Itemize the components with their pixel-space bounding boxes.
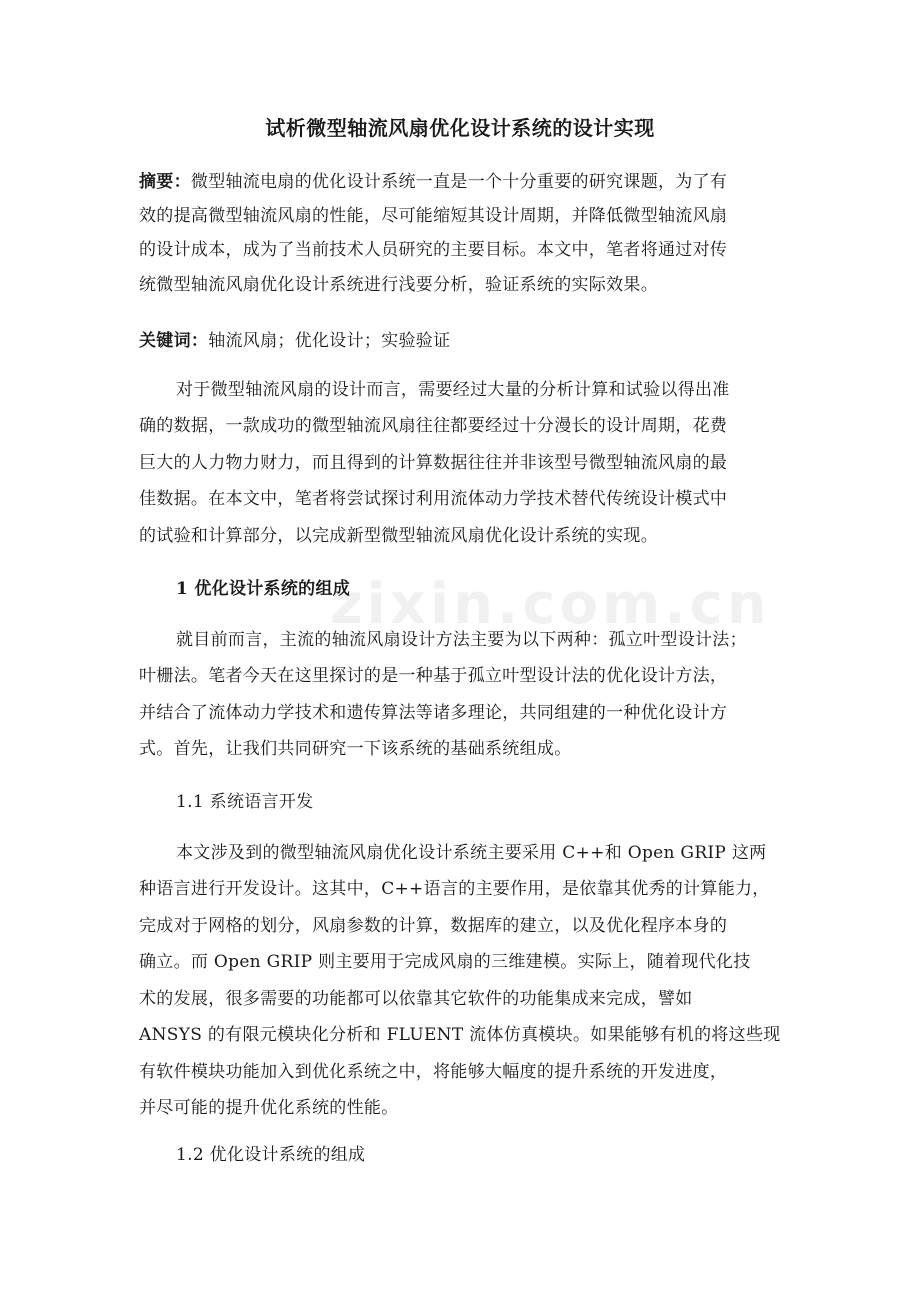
body-line: 叶栅法。笔者今天在这里探讨的是一种基于孤立叶型设计法的优化设计方法， [139, 666, 728, 686]
body-line: 本文涉及到的微型轴流风扇优化设计系统主要采用 C++和 Open GRIP 这两 [176, 843, 767, 863]
body-line: 确的数据，一款成功的微型轴流风扇往往都要经过十分漫长的设计周期，花费 [139, 416, 728, 436]
body-line: 对于微型轴流风扇的设计而言，需要经过大量的分析计算和试验以得出准 [176, 380, 730, 400]
subsection-heading: 1.2 优化设计系统的组成 [176, 1145, 366, 1165]
subsection-heading: 1.1 系统语言开发 [176, 792, 314, 812]
abstract-line [139, 167, 727, 197]
body-line: 巨大的人力物力财力，而且得到的计算数据往往并非该型号微型轴流风扇的最 [139, 453, 728, 473]
body-line: 佳数据。在本文中，笔者将尝试探讨利用流体动力学技术替代传统设计模式中 [139, 489, 728, 509]
section-heading: 1 优化设计系统的组成 [176, 579, 351, 599]
abstract-label: 摘要： [139, 172, 191, 192]
body-line: 确立。而 Open GRIP 则主要用于完成风扇的三维建模。实际上，随着现代化技 [139, 952, 751, 972]
body-line: 完成对于网格的划分，风扇参数的计算，数据库的建立，以及优化程序本身的 [139, 916, 728, 936]
abstract-text: 微型轴流电扇的优化设计系统一直是一个十分重要的研究课题，为了有 [190, 172, 728, 192]
body-line: 有软件模块功能加入到优化系统之中，将能够大幅度的提升系统的开发进度， [139, 1062, 728, 1082]
abstract-line: 效的提高微型轴流风扇的性能，尽可能缩短其设计周期，并降低微型轴流风扇 [139, 206, 728, 226]
body-line: 就目前而言，主流的轴流风扇设计方法主要为以下两种：孤立叶型设计法； [176, 630, 747, 650]
abstract-line: 统微型轴流风扇优化设计系统进行浅要分析，验证系统的实际效果。 [139, 275, 658, 295]
keywords-line [139, 326, 450, 356]
body-line: 并结合了流体动力学技术和遗传算法等诸多理论，共同组建的一种优化设计方 [139, 703, 728, 723]
keywords-label: 关键词： [139, 331, 209, 351]
body-line: 的试验和计算部分，以完成新型微型轴流风扇优化设计系统的实现。 [139, 526, 658, 546]
abstract-line: 的设计成本，成为了当前技术人员研究的主要目标。本文中，笔者将通过对传 [139, 240, 728, 260]
body-line: 并尽可能的提升优化系统的性能。 [139, 1098, 399, 1118]
body-line: ANSYS 的有限元模块化分析和 FLUENT 流体仿真模块。如果能够有机的将这些现 [139, 1025, 781, 1045]
body-line: 术的发展，很多需要的功能都可以依靠其它软件的功能集成来完成，譬如 [139, 989, 693, 1009]
body-line: 式。首先，让我们共同研究一下该系统的基础系统组成。 [139, 739, 572, 759]
body-line: 种语言进行开发设计。这其中，C++语言的主要作用，是依靠其优秀的计算能力， [139, 879, 770, 899]
keywords-text: 轴流风扇；优化设计；实验验证 [208, 331, 451, 351]
watermark: zixin.com.cn [330, 572, 771, 637]
document-title: 试析微型轴流风扇优化设计系统的设计实现 [265, 116, 655, 140]
